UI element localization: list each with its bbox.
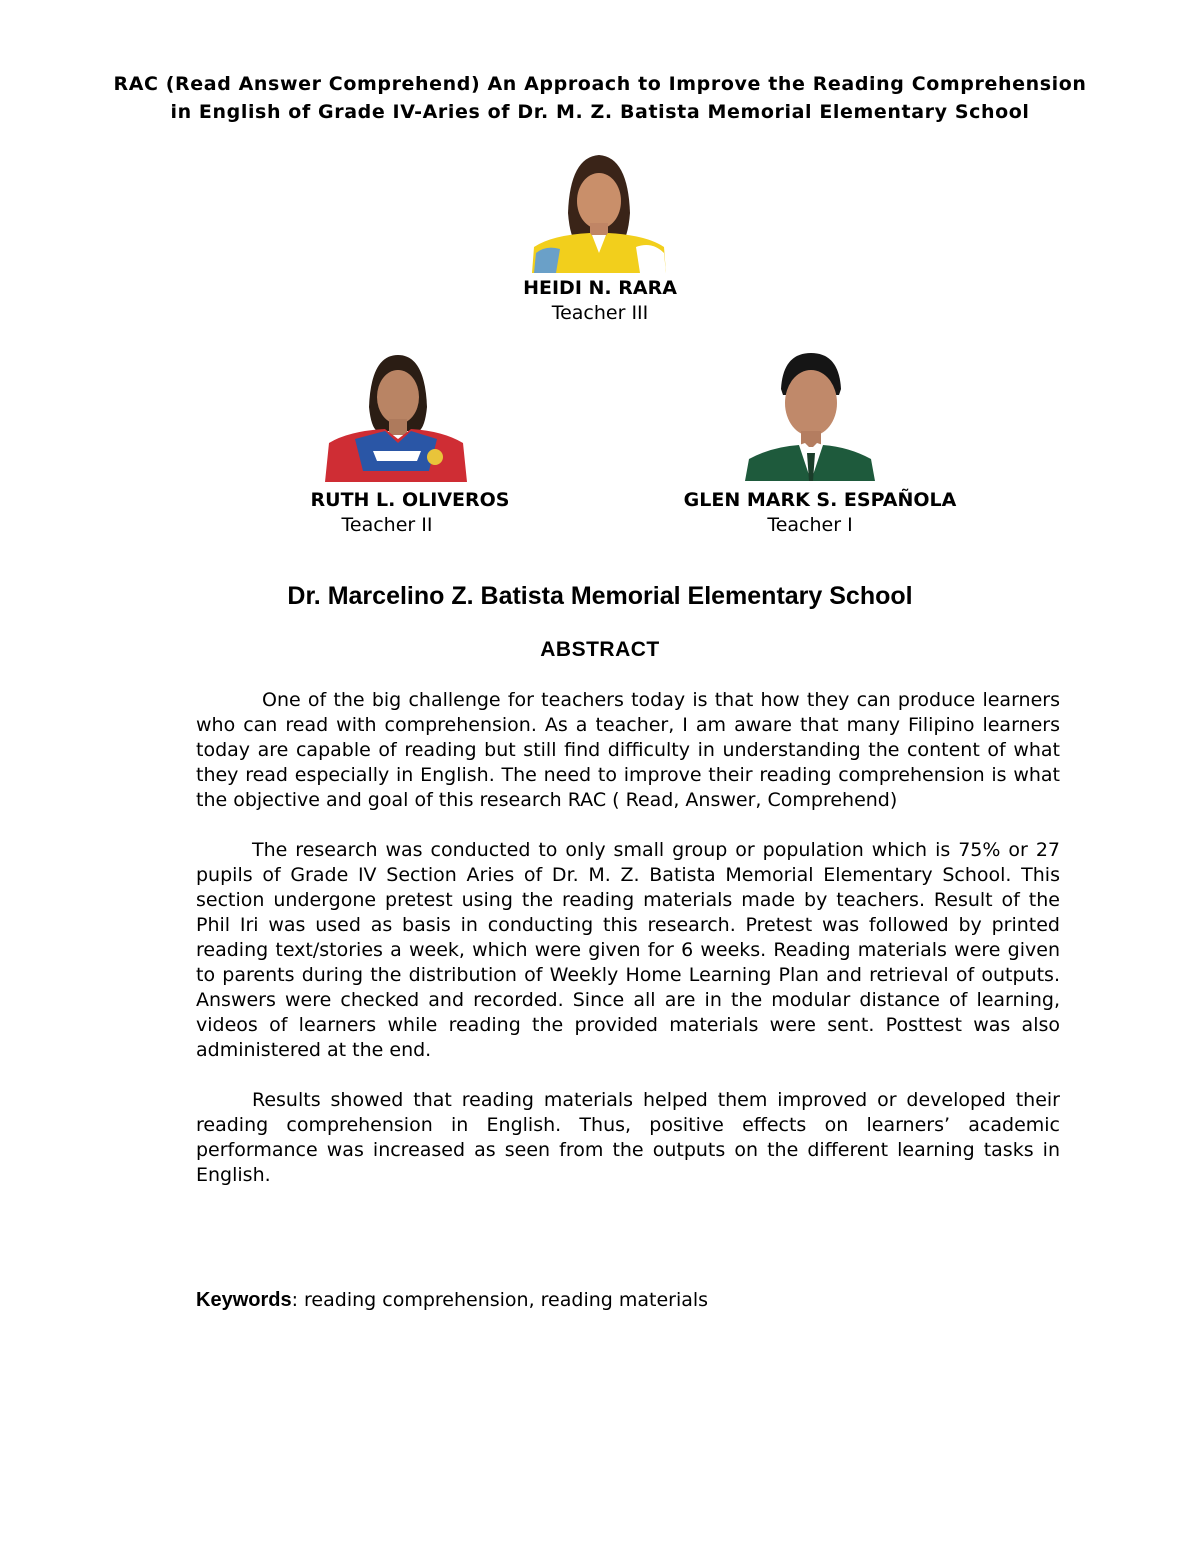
paper-title-line-2: in English of Grade IV-Aries of Dr. M. Z. Batista Memorial Elementary School	[170, 101, 1030, 123]
author-role-heidi: Teacher III	[551, 302, 649, 324]
abstract-paragraph-2: The research was conducted to only small group or population which is 75% or 27 pupils of Grade IV Section Aries of Dr. M. Z. Batista Memorial Elementary School. This section undergone pretest using the reading materials made by teachers. Result of the Phil Iri was used as basis in conducting this research. Pretest was followed by printed reading text/stories a week, which were given for 6 weeks. Reading materials were given to parents during the distribution of Weekly Home Learning Plan and retrieval of outputs. Answers were checked and recorded. Since all are in the modular distance of learning, videos of learners while reading the provided materials were sent. Posttest was also administered at the end.	[196, 839, 1060, 1061]
school-name: Dr. Marcelino Z. Batista Memorial Elementary School	[287, 582, 913, 610]
author-role-glen: Teacher I	[767, 514, 853, 536]
abstract-body	[196, 688, 1060, 1213]
abstract-heading: ABSTRACT	[540, 638, 660, 661]
author-name-heidi: HEIDI N. RARA	[523, 277, 677, 299]
author-role-ruth: Teacher II	[341, 514, 433, 536]
paper-title	[60, 70, 1140, 126]
keywords-separator: :	[291, 1289, 298, 1311]
abstract-paragraph-1: One of the big challenge for teachers today is that how they can produce learners who can read with comprehension. As a teacher, I am aware that many Filipino learners today are capable of reading but still find difficulty in understanding the content of what they read especially in English. The need to improve their reading comprehension is what the objective and goal of this research RAC ( Read, Answer, Comprehend)	[196, 689, 1060, 811]
author-name-glen: GLEN MARK S. ESPAÑOLA	[683, 489, 957, 511]
keywords-label: Keywords	[196, 1289, 292, 1311]
author-photo-heidi	[532, 149, 666, 273]
author-photo-ruth	[325, 351, 467, 482]
paper-title-line-1: RAC (Read Answer Comprehend) An Approach to Improve the Reading Comprehension	[113, 73, 1087, 95]
keywords	[196, 1288, 708, 1313]
author-photo-glen	[745, 349, 875, 481]
author-name-ruth: RUTH L. OLIVEROS	[310, 489, 510, 511]
abstract-paragraph-3: Results showed that reading materials helped them improved or developed their reading comprehension in English. Thus, positive effects on learners’ academic performance was increased as seen from the outputs on the different learning tasks in English.	[196, 1089, 1060, 1186]
keywords-text: reading comprehension, reading materials	[298, 1289, 709, 1311]
